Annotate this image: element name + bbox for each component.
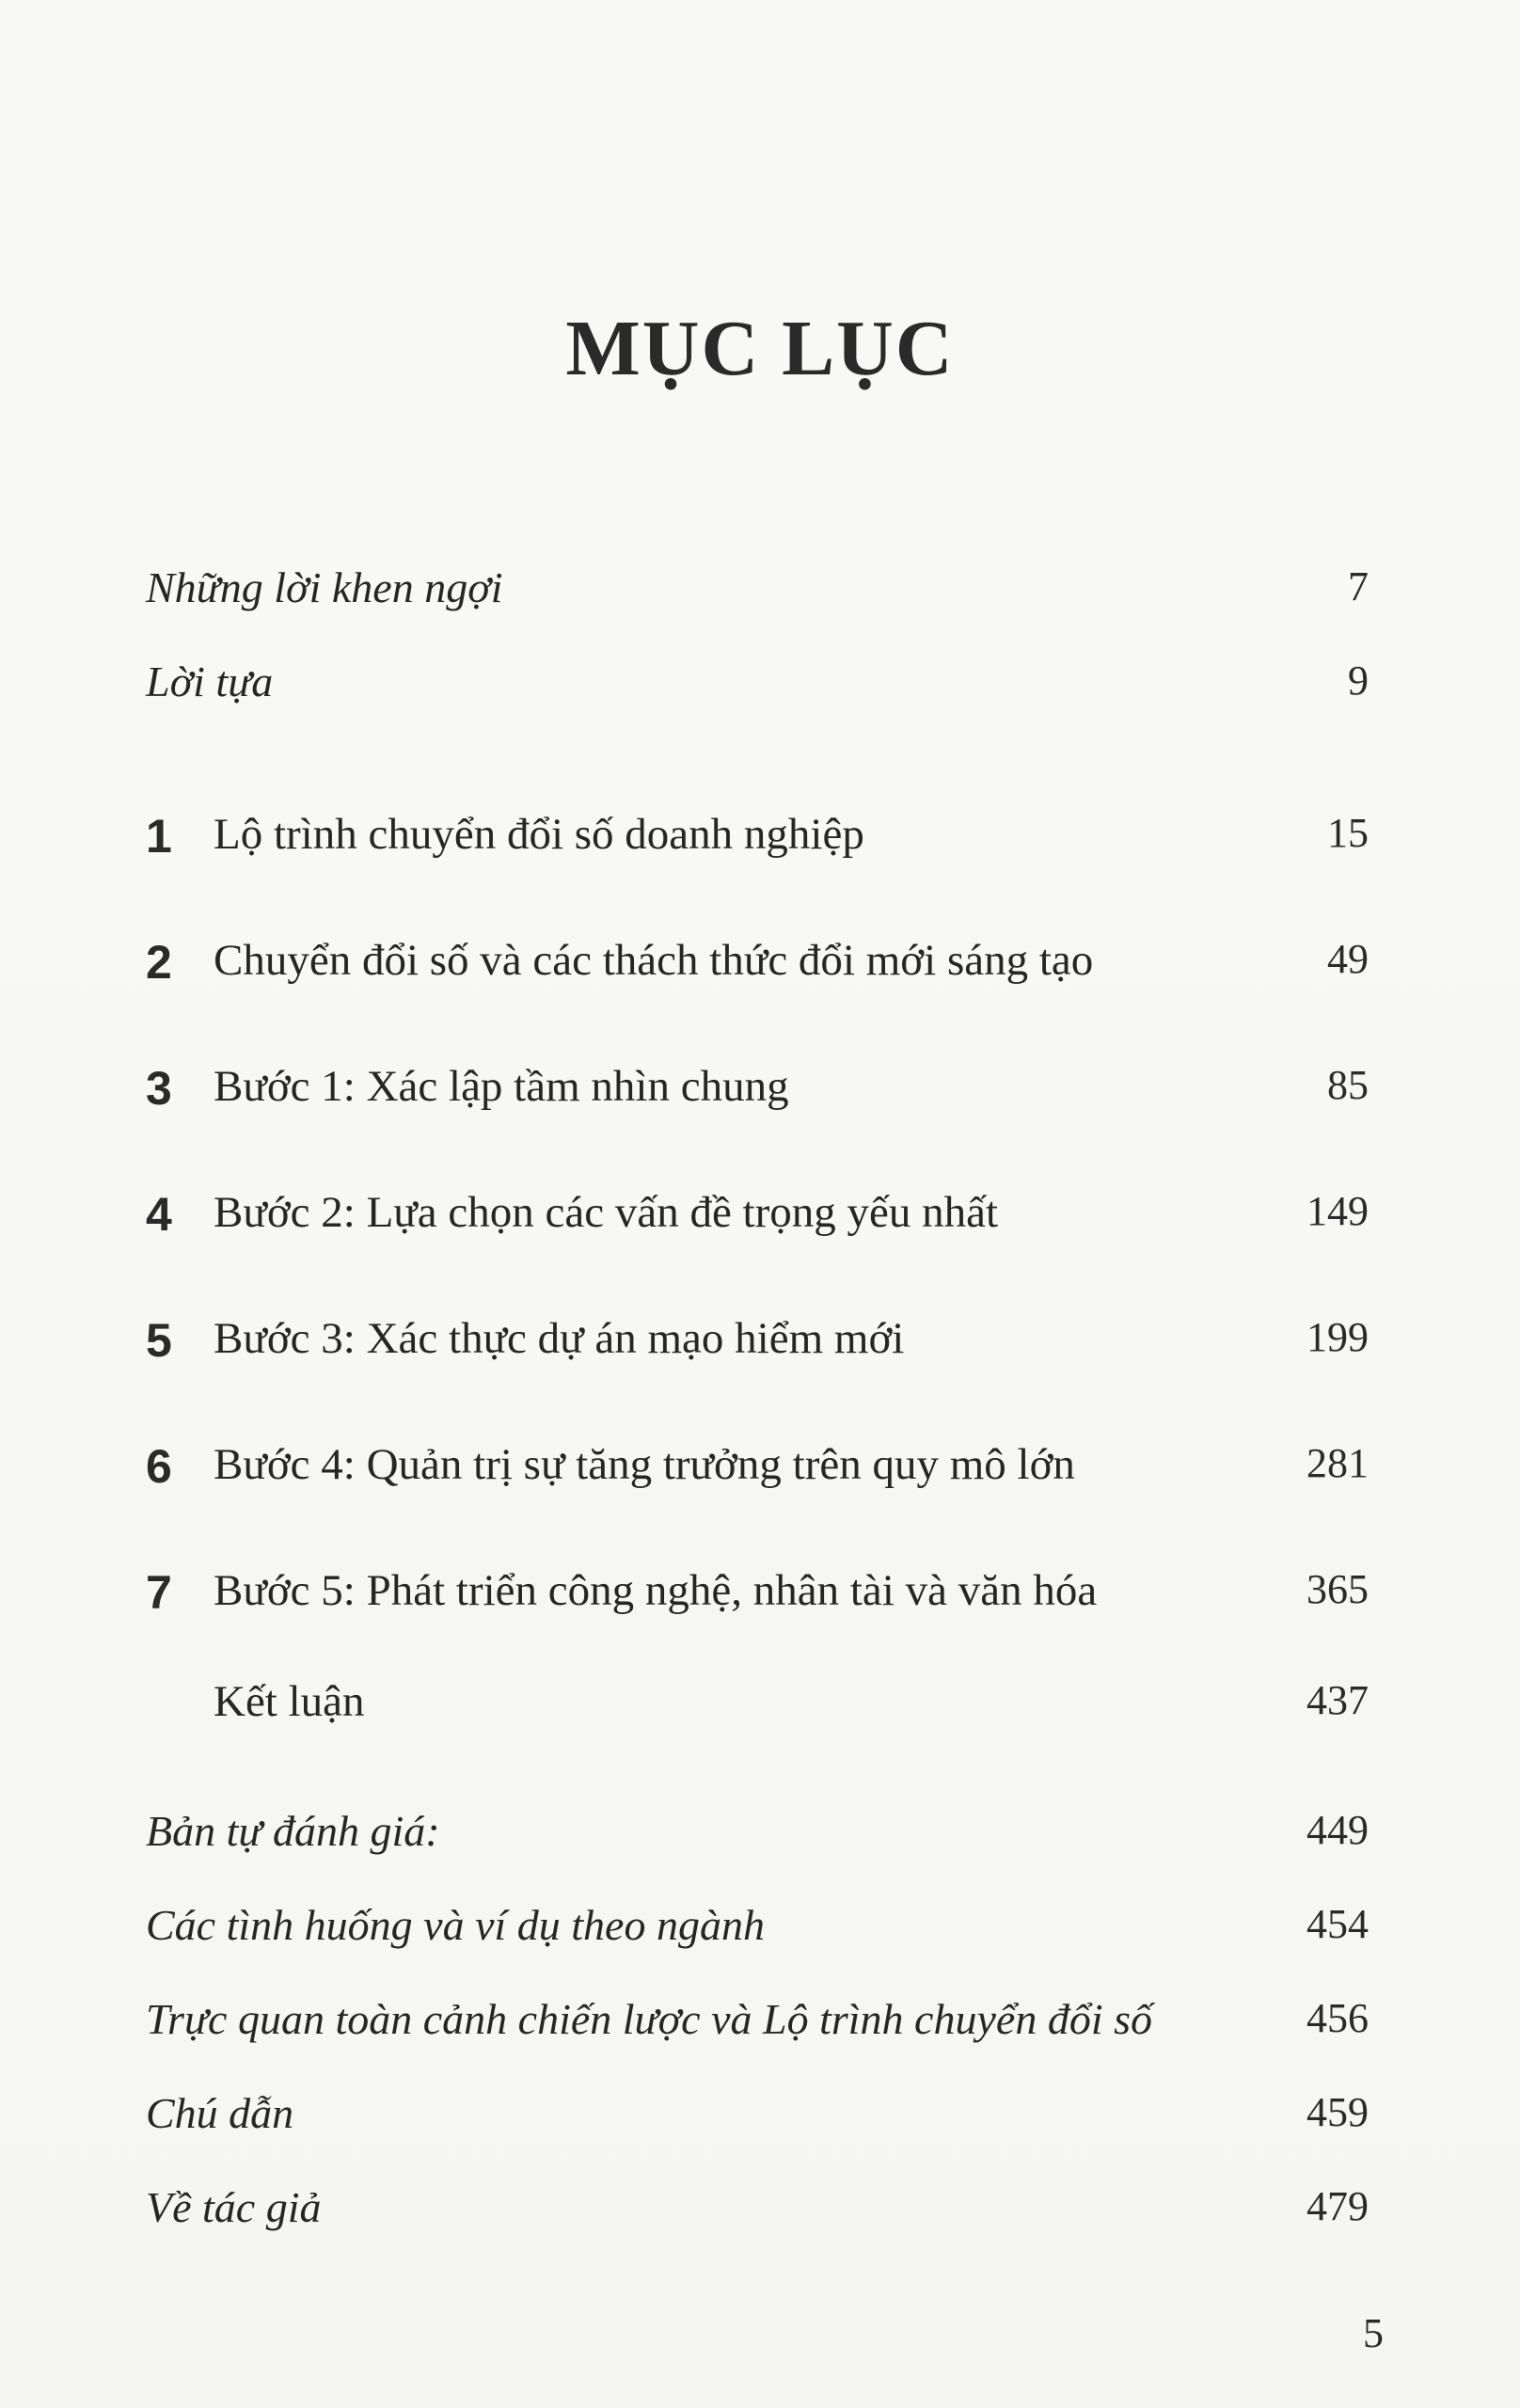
- toc-entry-page: 479: [1306, 2183, 1369, 2229]
- chapter-number: 7: [146, 1566, 172, 1619]
- toc-entry-back-4[interactable]: [146, 2088, 1369, 2154]
- chapter-page: 149: [1306, 1188, 1369, 1234]
- toc-chapter-2[interactable]: [146, 935, 1369, 1001]
- chapter-title: Lộ trình chuyển đổi số doanh nghiệp: [214, 810, 864, 859]
- chapter-number: 6: [146, 1440, 172, 1493]
- chapter-number: 5: [146, 1314, 172, 1367]
- toc-entry-back-5[interactable]: [146, 2182, 1369, 2248]
- chapter-number: 1: [146, 810, 172, 863]
- toc-entry-page: 456: [1306, 1995, 1369, 2041]
- chapter-page: 15: [1327, 810, 1369, 856]
- toc-entry-label: Các tình huống và ví dụ theo ngành: [146, 1901, 765, 1949]
- chapter-page: 199: [1306, 1314, 1369, 1360]
- toc-entry-back-2[interactable]: [146, 1900, 1369, 1966]
- chapter-title: Bước 1: Xác lập tầm nhìn chung: [214, 1062, 789, 1111]
- page-number: 5: [1363, 2310, 1384, 2356]
- chapter-number: 4: [146, 1188, 172, 1241]
- chapter-title: Bước 3: Xác thực dự án mạo hiểm mới: [214, 1314, 905, 1363]
- toc-entry-back-1[interactable]: [146, 1806, 1369, 1872]
- toc-entry-front-1[interactable]: [146, 562, 1369, 628]
- chapter-title: Bước 4: Quản trị sự tăng trưởng trên quy mô lớn: [214, 1440, 1075, 1489]
- toc-chapter-3[interactable]: [146, 1061, 1369, 1127]
- chapter-title: Chuyển đổi số và các thách thức đổi mới sáng tạo: [214, 936, 1094, 985]
- toc-entry-back-3[interactable]: [146, 1994, 1369, 2060]
- conclusion-page: 437: [1306, 1677, 1369, 1723]
- toc-chapter-1[interactable]: [146, 809, 1369, 875]
- chapter-number: 3: [146, 1062, 172, 1115]
- toc-entry-page: 454: [1306, 1901, 1369, 1947]
- toc-chapter-6[interactable]: [146, 1439, 1369, 1505]
- toc-entry-label: Bản tự đánh giá:: [146, 1807, 440, 1855]
- toc-chapter-4[interactable]: [146, 1187, 1369, 1253]
- toc-entry-page: 459: [1306, 2089, 1369, 2135]
- toc-entry-label: Lời tựa: [146, 657, 274, 705]
- toc-entry-page: 9: [1348, 657, 1369, 704]
- toc-entry-label: Những lời khen ngợi: [146, 563, 503, 611]
- chapter-page: 365: [1306, 1566, 1369, 1612]
- conclusion-title: Kết luận: [214, 1677, 365, 1726]
- toc-entry-front-2[interactable]: [146, 657, 1369, 722]
- chapter-page: 85: [1327, 1062, 1369, 1108]
- chapter-page: 49: [1327, 936, 1369, 982]
- chapter-title: Bước 5: Phát triển công nghệ, nhân tài và văn hóa: [214, 1566, 1098, 1615]
- toc-chapter-5[interactable]: [146, 1313, 1369, 1379]
- chapter-page: 281: [1306, 1440, 1369, 1486]
- page-title: MỤC LỤC: [565, 305, 955, 392]
- toc-chapter-7[interactable]: [146, 1565, 1369, 1631]
- toc-conclusion[interactable]: [146, 1676, 1369, 1742]
- toc-entry-label: Trực quan toàn cảnh chiến lược và Lộ trình chuyển đổi số: [146, 1995, 1152, 2043]
- toc-entry-label: Về tác giả: [146, 2183, 322, 2231]
- chapter-number: 2: [146, 936, 172, 989]
- toc-entry-page: 7: [1348, 563, 1369, 610]
- chapter-title: Bước 2: Lựa chọn các vấn đề trọng yếu nhất: [214, 1188, 999, 1237]
- toc-entry-page: 449: [1306, 1807, 1369, 1853]
- toc-entry-label: Chú dẫn: [146, 2089, 294, 2137]
